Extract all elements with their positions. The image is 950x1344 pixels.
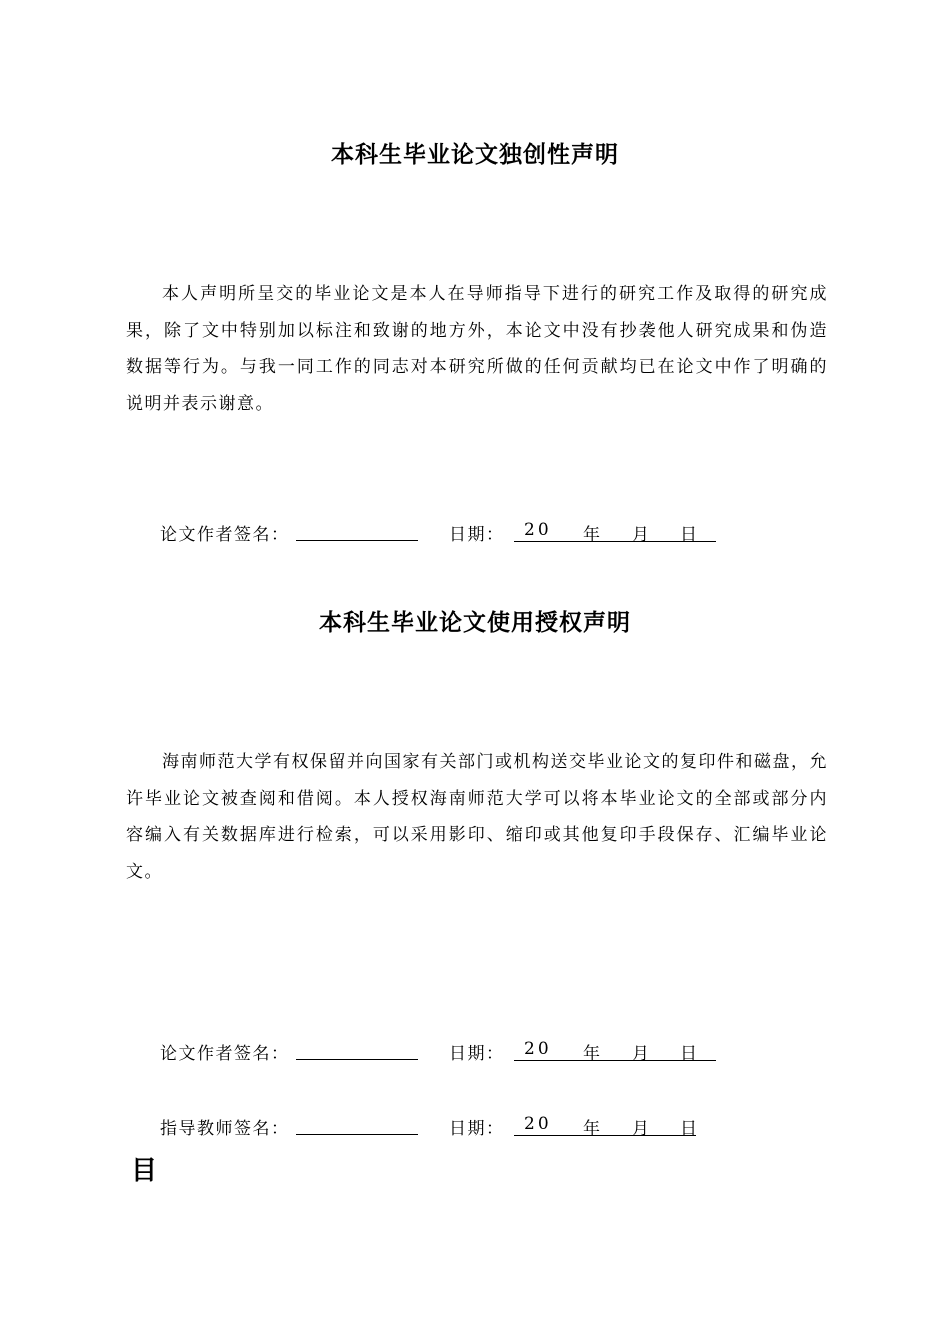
year-unit: 年: [583, 1119, 602, 1139]
day-unit: 日: [680, 525, 699, 545]
authorization-statement: 海南师范大学有权保留并向国家有关部门或机构送交毕业论文的复印件和磁盘，允许毕业论文被查阅和借阅。本人授权海南师范大学可以将本毕业论文的全部或部分内容编入有关数据库进行检索，可以采用影印、缩印或其他复印手段保存、汇编毕业论文。: [126, 752, 828, 882]
originality-statement: 本人声明所呈交的毕业论文是本人在导师指导下进行的研究工作及取得的研究成果，除了文中特别加以标注和致谢的地方外，本论文中没有抄袭他人研究成果和伪造数据等行为。与我一同工作的同志对本研究所做的任何贡献均已在论文中作了明确的说明并表示谢意。: [126, 284, 828, 414]
advisor-signature-label: 指导教师签名：: [160, 1119, 290, 1139]
date-field[interactable]: [514, 1039, 716, 1064]
year-unit: 年: [583, 525, 602, 545]
date-field[interactable]: [514, 520, 716, 545]
author-signature-field[interactable]: [296, 1059, 418, 1060]
author-signature-row: [160, 520, 800, 544]
date-label: 日期：: [449, 525, 505, 545]
author-signature-row: [160, 1039, 800, 1063]
table-of-contents-heading: 目: [131, 1156, 158, 1186]
day-unit: 日: [680, 1044, 699, 1064]
day-unit: 日: [680, 1119, 699, 1139]
month-unit: 月: [632, 525, 651, 545]
year-prefix: 20: [524, 520, 552, 540]
month-unit: 月: [632, 1119, 651, 1139]
originality-title: 本科生毕业论文独创性声明: [331, 142, 619, 168]
advisor-signature-row: [160, 1114, 800, 1138]
month-unit: 月: [632, 1044, 651, 1064]
year-unit: 年: [583, 1044, 602, 1064]
authorization-title: 本科生毕业论文使用授权声明: [319, 610, 631, 636]
author-signature-label: 论文作者签名：: [160, 525, 290, 545]
date-field[interactable]: [514, 1114, 699, 1139]
year-prefix: 20: [524, 1114, 552, 1134]
author-signature-field[interactable]: [296, 540, 418, 541]
date-label: 日期：: [449, 1119, 505, 1139]
advisor-signature-field[interactable]: [296, 1134, 418, 1135]
author-signature-label: 论文作者签名：: [160, 1044, 290, 1064]
date-label: 日期：: [449, 1044, 505, 1064]
year-prefix: 20: [524, 1039, 552, 1059]
